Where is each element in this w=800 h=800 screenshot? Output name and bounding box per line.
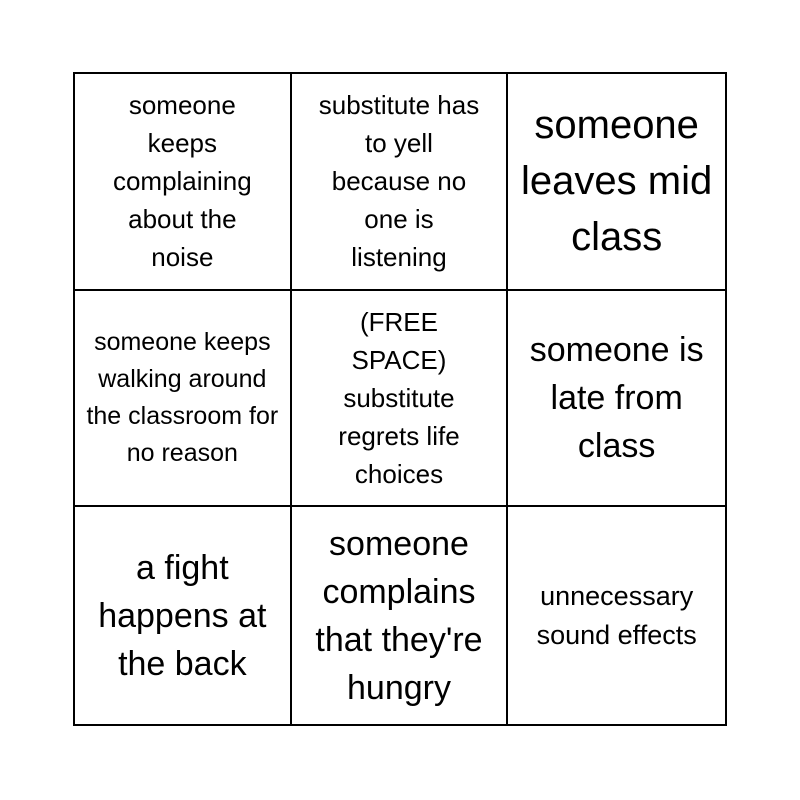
bingo-cell-text: someone keeps walking around the classroom for no reason	[86, 327, 279, 467]
bingo-cell-text: unnecessary sound effects	[536, 580, 697, 650]
bingo-cell-1[interactable]	[75, 74, 292, 291]
bingo-cell-2[interactable]	[292, 74, 509, 291]
bingo-cell-4[interactable]	[75, 291, 292, 508]
bingo-cell-text: someone complains that they're hungry	[315, 524, 483, 707]
bingo-cell-8[interactable]	[292, 507, 509, 724]
bingo-cell-6[interactable]	[508, 291, 725, 508]
bingo-cell-3[interactable]	[508, 74, 725, 291]
bingo-cell-text: substitute has to yell because no one is listening	[318, 90, 480, 273]
bingo-cell-text: someone leaves mid class	[521, 103, 713, 260]
bingo-cell-9[interactable]	[508, 507, 725, 724]
bingo-cell-text: someone is late from class	[529, 330, 704, 465]
bingo-cell-text: (FREE SPACE) substitute regrets life choices	[338, 306, 460, 489]
bingo-cell-7[interactable]	[75, 507, 292, 724]
bingo-board	[73, 72, 727, 726]
bingo-cell-5-free-space[interactable]	[292, 291, 509, 508]
bingo-cell-text: someone keeps complaining about the noise	[112, 90, 252, 273]
bingo-cell-text: a fight happens at the back	[98, 548, 267, 683]
